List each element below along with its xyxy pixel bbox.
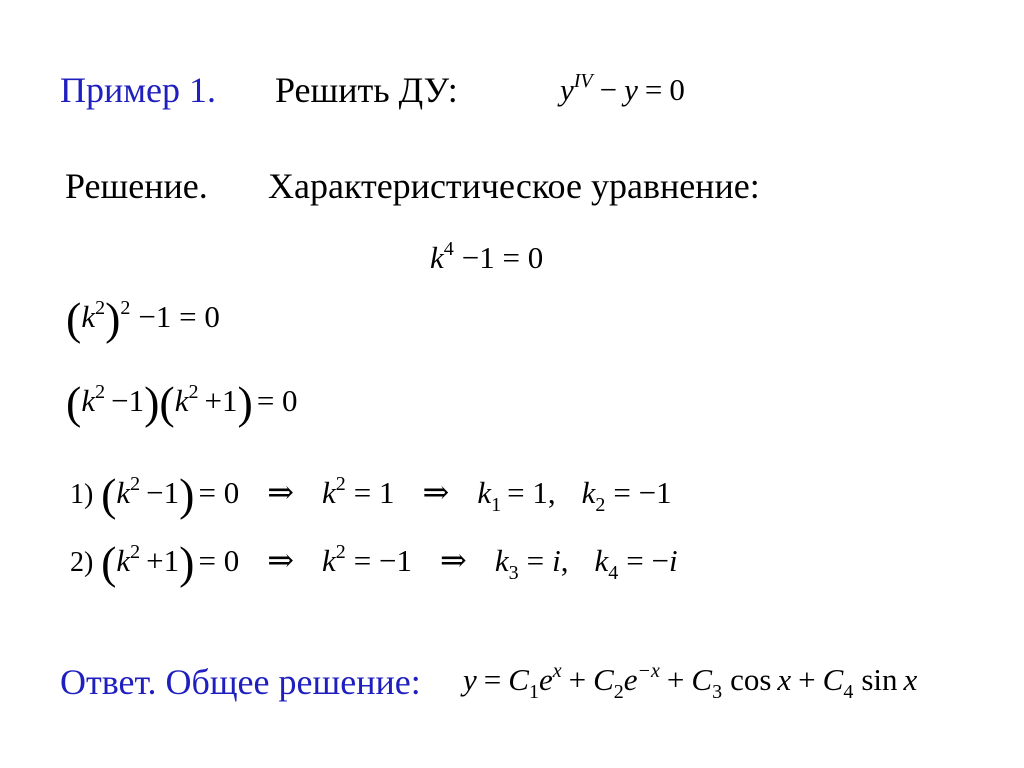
- ans-e1: e: [538, 662, 553, 697]
- line2-k2: k: [174, 383, 189, 418]
- line2-rparen1: ): [144, 377, 160, 428]
- ans-c4: C: [822, 662, 844, 697]
- factor-line-1: [66, 293, 220, 344]
- case2-implies-arrow-1: ⇒: [267, 542, 295, 578]
- line1-rest: −1 = 0: [138, 299, 220, 334]
- case1-result-b: = 1: [353, 475, 395, 510]
- case2-pow-b: 2: [335, 541, 346, 563]
- ans-x2: x: [903, 662, 918, 697]
- case1-k-b: k: [322, 475, 336, 510]
- case-1-line: [70, 469, 672, 520]
- line1-rparen: ): [105, 293, 121, 344]
- line1-pow: 2: [95, 297, 106, 319]
- characteristic-label: Характеристическое уравнение:: [268, 166, 760, 206]
- case1-k: k: [116, 475, 131, 510]
- ans-c2-sub: 2: [613, 681, 624, 703]
- characteristic-equation: [430, 238, 544, 275]
- case1-root1-sub: 1: [491, 494, 502, 516]
- case2-rparen: ): [179, 537, 195, 588]
- ans-plus3: +: [798, 662, 816, 697]
- differential-equation: [560, 70, 685, 107]
- eq-equals: =: [644, 72, 663, 107]
- case2-result-b: = −1: [353, 543, 413, 578]
- ans-e1-sup: x: [552, 660, 562, 682]
- case2-k: k: [116, 543, 131, 578]
- line2-k1: k: [81, 383, 96, 418]
- line2-lparen2: (: [159, 377, 175, 428]
- case2-mid: +1: [146, 543, 180, 578]
- case2-root3-comma: ,: [560, 543, 569, 578]
- case1-mid: −1: [146, 475, 180, 510]
- case2-root4-sub: 4: [608, 562, 619, 584]
- case1-root2-sub: 2: [595, 494, 606, 516]
- ans-x1: x: [777, 662, 792, 697]
- case1-pow-b: 2: [335, 473, 346, 495]
- case1-root2-k: k: [581, 475, 596, 510]
- case-2-line: [70, 537, 678, 588]
- case2-root3-eq: =: [526, 543, 545, 578]
- ans-c3-sub: 3: [712, 681, 723, 703]
- answer-label: Ответ. Общее решение:: [60, 662, 421, 702]
- line2-mid2: +1: [204, 383, 238, 418]
- case2-root4-i: i: [668, 543, 678, 578]
- case1-implies-arrow-2: ⇒: [422, 474, 450, 510]
- case2-implies-arrow-2: ⇒: [440, 542, 467, 578]
- ans-sin: sin: [861, 662, 898, 697]
- case1-implies-arrow-1: ⇒: [267, 474, 295, 510]
- example-label: Пример 1.: [60, 70, 217, 110]
- char-power: 4: [443, 238, 454, 260]
- line1-k: k: [81, 299, 96, 334]
- eq-order: IV: [573, 70, 593, 92]
- case1-rparen: ): [179, 469, 195, 520]
- line2-rparen2: ): [237, 377, 253, 428]
- case2-number: 2): [70, 547, 94, 578]
- eq-minus: −: [599, 72, 618, 107]
- case1-lparen: (: [101, 469, 117, 520]
- ans-plus2: +: [666, 662, 685, 697]
- general-solution-formula: [463, 660, 918, 703]
- ans-c4-sub: 4: [843, 681, 854, 703]
- ans-eq: =: [483, 662, 502, 697]
- ans-c2: C: [593, 662, 614, 697]
- ans-plus1: +: [568, 662, 587, 697]
- ans-c1: C: [508, 662, 529, 697]
- case2-pow: 2: [130, 541, 141, 563]
- factor-line-2: [66, 377, 298, 428]
- eq-y2: y: [624, 72, 638, 107]
- line2-rest: = 0: [256, 383, 298, 418]
- ans-e2-sup: −x: [637, 660, 660, 682]
- case1-root1-value: = 1,: [507, 475, 556, 510]
- line2-pow2: 2: [188, 381, 199, 403]
- char-rest: −1 = 0: [461, 240, 544, 275]
- case2-eq0: = 0: [198, 543, 240, 578]
- ans-e2: e: [623, 662, 638, 697]
- ans-y: y: [463, 662, 477, 697]
- ans-cos: cos: [730, 662, 772, 697]
- line1-lparen: (: [66, 293, 82, 344]
- case2-lparen: (: [101, 537, 117, 588]
- eq-zero: 0: [669, 72, 685, 107]
- case2-root3-k: k: [494, 543, 509, 578]
- case2-root3-i: i: [552, 543, 561, 578]
- case1-number: 1): [70, 479, 94, 510]
- case2-root4-eq: = −: [626, 543, 669, 578]
- case2-root3-sub: 3: [508, 562, 519, 584]
- case2-k-b: k: [322, 543, 336, 578]
- case1-root1-k: k: [477, 475, 492, 510]
- char-k: k: [430, 240, 444, 275]
- solution-label: Решение.: [65, 166, 208, 206]
- line2-mid1: −1: [111, 383, 145, 418]
- ans-c3: C: [691, 662, 713, 697]
- eq-y: y: [560, 72, 574, 107]
- ans-c1-sub: 1: [528, 681, 539, 703]
- case1-root2-value: = −1: [613, 475, 672, 510]
- task-label: Решить ДУ:: [275, 70, 458, 110]
- line2-pow1: 2: [95, 381, 106, 403]
- line2-lparen1: (: [66, 377, 82, 428]
- line1-outer-pow: 2: [120, 297, 131, 319]
- case2-root4-k: k: [594, 543, 609, 578]
- case1-eq0: = 0: [198, 475, 240, 510]
- case1-pow: 2: [130, 473, 141, 495]
